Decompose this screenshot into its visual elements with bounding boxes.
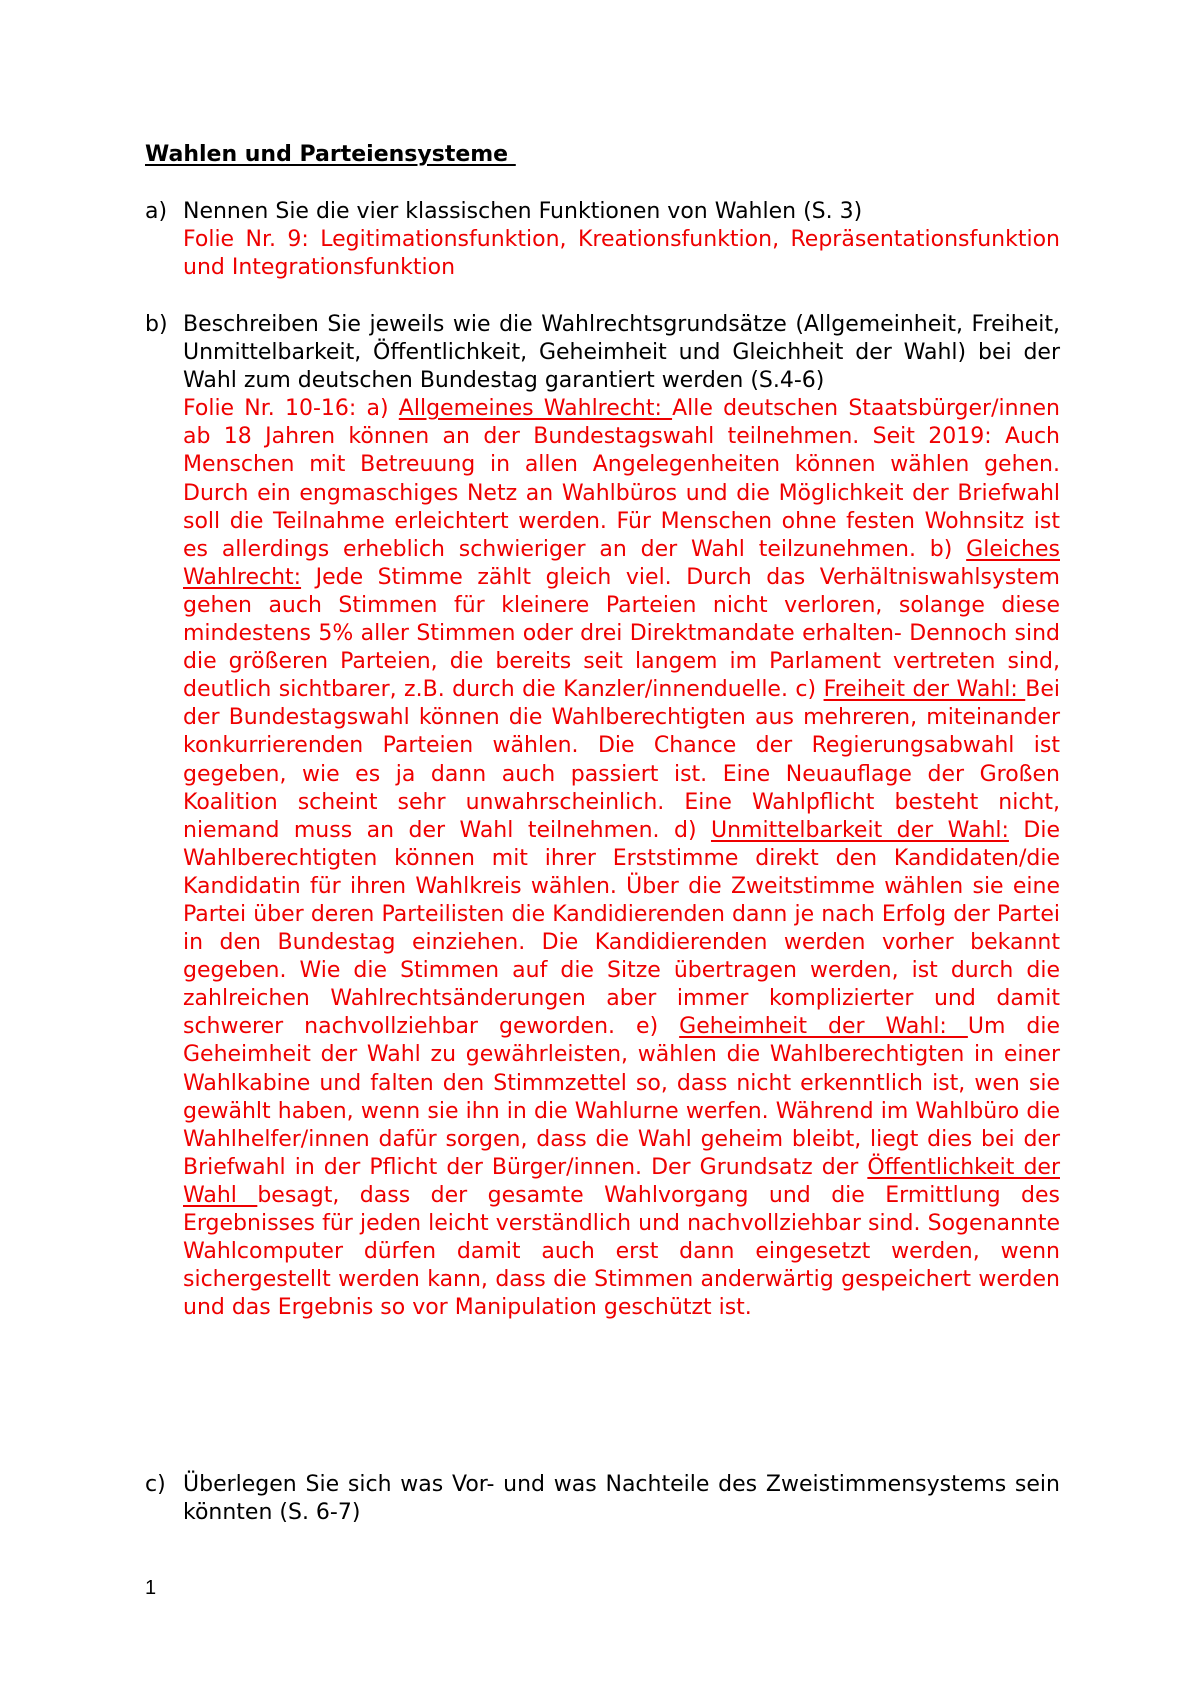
question-text: Beschreiben Sie jeweils wie die Wahlrechtsgrundsätze (Allgemeinheit, Freiheit, Unmittelbarkeit, Öffentlichkeit, Geheimheit und Gleichheit der Wahl) bei der Wahl zum deutschen Bundestag garantiert werden (S.4-6) bbox=[183, 312, 1060, 394]
list-marker: b) bbox=[145, 312, 168, 337]
answer-text: Folie Nr. 9: Legitimationsfunktion, Kreationsfunktion, Repräsentationsfunktion und Integrationsfunktion bbox=[183, 227, 1060, 281]
answer-segment: Jede Stimme zählt gleich viel. Durch das Verhältniswahlsystem gehen auch Stimmen für kleinere Parteien nicht verloren, solange diese mindestens 5% aller Stimmen oder drei Direktmandate erhalten- Dennoch sind die größeren Parteien, die bereits seit langem im Parlament vertreten sind, deutlich sichtbarer, z.B. durch die Kanzler/innenduelle. c) bbox=[183, 564, 1060, 703]
principle-heading-freiheit: Freiheit der Wahl: bbox=[823, 677, 1026, 703]
answer-segment: besagt, dass der gesamte Wahlvorgang und die Ermittlung des Ergebnisses für jeden leicht verständlich und nachvollziehbar sind. Sogenannte Wahlcomputer dürfen damit auch erst dann eingesetzt werden, wenn sichergestellt werden kann, dass die Stimmen anderwärtig gespeichert werden und das Ergebnis so vor Manipulation geschützt ist. bbox=[183, 1182, 1060, 1321]
answer-intro: Folie Nr. 10-16: a) bbox=[183, 396, 399, 422]
principle-heading-geheimheit: Geheimheit der Wahl: bbox=[679, 1014, 968, 1040]
page-number: 1 bbox=[145, 1577, 157, 1599]
answer-text bbox=[183, 395, 1060, 1322]
list-marker: a) bbox=[145, 199, 168, 224]
answer-segment: Bei der Bundestagswahl können die Wahlberechtigten aus mehreren, miteinander konkurrierenden Parteien wählen. Die Chance der Regierungsabwahl ist gegeben, wie es ja dann auch passiert ist. Eine Neuauflage der Großen Koalition scheint sehr unwahrscheinlich. Eine Wahlpflicht besteht nicht, niemand muss an der Wahl teilnehmen. d) bbox=[183, 677, 1060, 843]
answer-segment: Die Wahlberechtigten können mit ihrer Erststimme direkt den Kandidaten/die Kandidatin für ihren Wahlkreis wählen. Über die Zweitstimme wählen sie eine Partei über deren Parteilisten die Kandidierenden dann je nach Erfolg der Partei in den Bundestag einziehen. Die Kandidierenden werden vorher bekannt gegeben. Wie die Stimmen auf die Sitze übertragen werden, ist durch die zahlreichen Wahlrechtsänderungen aber immer komplizierter und damit schwerer nachvollziehbar geworden. e) bbox=[183, 817, 1060, 1040]
principle-heading-oeffentlichkeit: Öffentlichkeit der Wahl bbox=[183, 1154, 1060, 1208]
list-item-a bbox=[145, 198, 1060, 282]
principle-heading-unmittelbarkeit: Unmittelbarkeit der Wahl: bbox=[710, 817, 1009, 843]
list-item-b bbox=[145, 311, 1060, 1322]
question-text: Nennen Sie die vier klassischen Funktionen von Wahlen (S. 3) bbox=[183, 199, 863, 224]
answer-segment: Um die Geheimheit der Wahl zu gewährleisten, wählen die Wahlberechtigten in einer Wahlkabine und falten den Stimmzettel so, dass nicht erkenntlich ist, wen sie gewählt haben, wenn sie ihn in die Wahlurne werfen. Während im Wahlbüro die Wahlhelfer/innen dafür sorgen, dass die Wahl geheim bleibt, liegt dies bei der Briefwahl in der Pflicht der Bürger/innen. Der Grundsatz der bbox=[183, 1014, 1061, 1180]
list-item-c bbox=[145, 1471, 1060, 1527]
question-text: Überlegen Sie sich was Vor- und was Nachteile des Zweistimmensystems sein könnten (S. 6-7) bbox=[183, 1472, 1060, 1526]
principle-heading-gleichheit: Gleiches Wahlrecht: bbox=[183, 536, 1060, 590]
list-marker: c) bbox=[145, 1472, 166, 1497]
document-title: Wahlen und Parteiensysteme bbox=[145, 142, 516, 167]
answer-segment: Alle deutschen Staatsbürger/innen ab 18 Jahren können an der Bundestagswahl teilnehmen. Seit 2019: Auch Menschen mit Betreuung in allen Angelegenheiten können wählen gehen. Durch ein engmaschiges Netz an Wahlbüros und die Möglichkeit der Briefwahl soll die Teilnahme erleichtert werden. Für Menschen ohne festen Wohnsitz ist es allerdings erheblich schwieriger an der Wahl teilzunehmen. b) bbox=[183, 396, 1060, 562]
principle-heading-allgemeinheit: Allgemeines Wahlrecht: bbox=[398, 396, 673, 422]
